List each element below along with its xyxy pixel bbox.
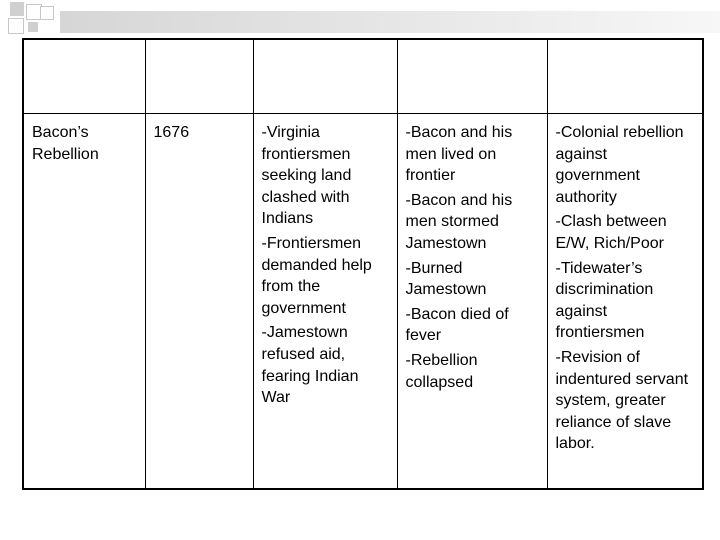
event-item: -Burned Jamestown <box>405 259 487 299</box>
event-item: -Bacon and his men lived on frontier <box>405 124 513 185</box>
events-cell <box>397 114 547 490</box>
cause-item: -Virginia frontiersmen seeking land clashed with Indians <box>261 124 352 228</box>
event-item: -Bacon and his men stormed Jamestown <box>405 191 513 252</box>
decorative-square <box>28 22 38 32</box>
decorative-square <box>40 6 54 20</box>
rebellion-table <box>22 38 704 490</box>
year-cell <box>145 114 253 490</box>
decorative-square <box>10 2 24 16</box>
header-cell <box>253 39 397 114</box>
history-table <box>22 38 702 490</box>
table-row <box>23 114 703 490</box>
event-cell <box>23 114 145 490</box>
significance-item: -Revision of indentured servant system, greater reliance of slave labor. <box>555 348 689 453</box>
header-gradient-bar <box>60 11 720 33</box>
significance-item: -Colonial rebellion against government authority <box>555 124 684 206</box>
event-name: Bacon’s Rebellion <box>32 124 99 163</box>
causes-cell <box>253 114 397 490</box>
cause-item: -Frontiersmen demanded help from the government <box>261 234 372 317</box>
significance-item: -Clash between E/W, Rich/Poor <box>555 213 667 252</box>
significance-item: -Tidewater’s discrimination against frontiersmen <box>555 259 654 342</box>
event-item: -Bacon died of fever <box>405 305 509 345</box>
decorative-squares <box>0 0 60 40</box>
significance-cell <box>547 114 703 490</box>
header-cell <box>23 39 145 114</box>
header-cell <box>397 39 547 114</box>
decorative-square <box>8 18 24 34</box>
header-row <box>23 39 703 114</box>
cause-item: -Jamestown refused aid, fearing Indian War <box>261 324 359 407</box>
header-cell <box>145 39 253 114</box>
header-cell <box>547 39 703 114</box>
event-item: -Rebellion collapsed <box>405 351 478 391</box>
event-year: 1676 <box>153 124 190 141</box>
